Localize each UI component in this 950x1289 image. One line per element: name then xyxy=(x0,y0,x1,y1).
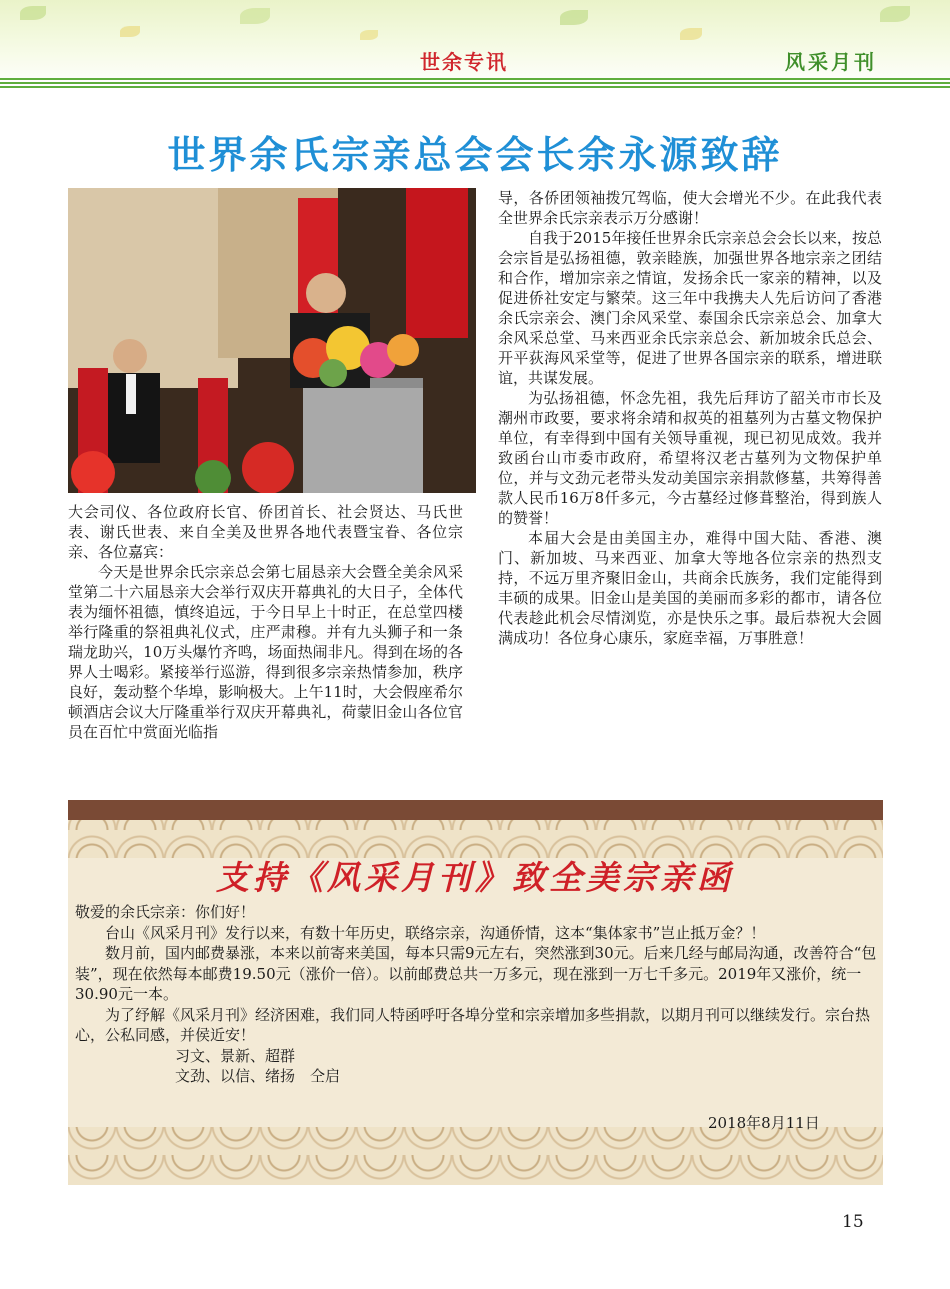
article-paragraph: 本届大会是由美国主办，难得中国大陆、香港、澳门、新加坡、马来西亚、加拿大等地各位宗亲的热烈支持，不远万里齐聚旧金山，共商余氏族务，我们定能得到丰硕的成果。旧金山是美国的美丽而多彩的都市，请各位代表趁此机会尽情浏览，亦是快乐之事。最后恭祝大会圆满成功！各位身心康乐，家庭幸福，万事胜意！ xyxy=(498,529,882,647)
magazine-label: 风采月刊 xyxy=(785,50,877,74)
section-label: 世余专讯 xyxy=(420,50,508,74)
letter-salutation: 敬爱的余氏宗亲：你们好！ xyxy=(75,903,256,921)
letter-date: 2018年8月11日 xyxy=(708,1114,820,1132)
leaf-decoration xyxy=(20,6,46,20)
page-number: 15 xyxy=(842,1212,864,1232)
article-paragraph: 为弘扬祖德，怀念先祖，我先后拜访了韶关市市长及潮州市政要，要求将余靖和叔英的祖墓列为古墓文物保护单位，有幸得到中国有关领导重视，现已初见成效。我并致函台山市委市政府，希望将汉老古墓列为文物保护单位，并与文劲元老带头发动美国宗亲捐款修墓，共筹得善款人民币16万8仟多元，今古墓经过修葺整治，得到族人的赞誉！ xyxy=(498,389,882,527)
article-right-column xyxy=(498,188,882,648)
article-paragraph: 今天是世界余氏宗亲总会第七届恳亲大会暨全美余风采堂第二十六届恳亲大会举行双庆开幕典礼的大日子，全体代表为缅怀祖德，慎终追远，于今日早上十时正，在总堂四楼举行隆重的祭祖典礼仪式，庄严肃穆。并有九头狮子和一条瑞龙助兴，10万头爆竹齐鸣，场面热闹非凡。得到在场的各界人士喝彩。紧接举行巡游，得到很多宗亲热情参加，秩序良好，轰动整个华埠，影响极大。上午11时，大会假座希尔顿酒店会议大厅隆重举行双庆开幕典礼，荷蒙旧金山各位官员在百忙中赏面光临指 xyxy=(68,563,463,741)
article-paragraph: 自我于2015年接任世界余氏宗亲总会会长以来，按总会宗旨是弘扬祖德，敦亲睦族，加强世界各地宗亲之团结和合作，增加宗亲之情谊，发扬余氏一家亲的精神，以及促进侨社安定与繁荣。这三年中我携夫人先后访问了香港余氏宗亲会、澳门余风采堂、泰国余氏宗亲总会、加拿大余风采总堂、马来西亚余氏宗亲总会、新加坡余氏总会、开平荻海风采堂等，促进了世界各国宗亲的联系，增进联谊，共谋发展。 xyxy=(498,229,882,387)
article-paragraph: 大会司仪、各位政府长官、侨团首长、社会贤达、马氏世表、谢氏世表、来自全美及世界各地代表暨宝眷、各位宗亲、各位嘉宾： xyxy=(68,503,463,561)
leaf-decoration xyxy=(240,8,270,24)
article-paragraph: 导，各侨团领袖拨冗驾临，使大会增光不少。在此我代表全世界余氏宗亲表示万分感谢！ xyxy=(498,189,882,227)
speech-photo xyxy=(68,188,476,493)
leaf-decoration xyxy=(560,10,588,25)
leaf-decoration xyxy=(680,28,702,40)
letter-body xyxy=(75,902,880,1087)
letter-paragraph: 为了纾解《风采月刊》经济困难，我们同人特函呼吁各埠分堂和宗亲增加多些捐款，以期月刊可以继续发行。宗台热心，公私同感，并侯近安！ xyxy=(75,1005,871,1044)
article-left-column xyxy=(68,502,463,742)
speech-photo-illustration xyxy=(68,188,476,493)
page-header xyxy=(0,0,950,90)
letter-signers: 习文、景新、超群 xyxy=(175,1046,296,1065)
article-title: 世界余氏宗亲总会会长余永源致辞 xyxy=(167,133,783,177)
letter-top-bar xyxy=(68,800,883,820)
letter-paragraph: 台山《风采月刊》发行以来，有数十年历史，联络宗亲，沟通侨情，这本“集体家书”岂止抵万金？！ xyxy=(105,923,766,942)
leaf-decoration xyxy=(360,30,378,40)
header-divider xyxy=(0,78,950,88)
leaf-decoration xyxy=(880,6,910,22)
letter-paragraph: 数月前，国内邮费暴涨，本来以前寄来美国，每本只需9元左右，突然涨到30元。后来几经与邮局沟通，改善符合“包装”，现在依然每本邮费19.50元（涨价一倍）。以前邮费总共一万多元，现在涨到一万七千多元。2019年又涨价，统一30.90元一本。 xyxy=(75,944,877,1003)
letter-ornament-bottom xyxy=(68,1127,883,1185)
letter-title: 支持《风采月刊》致全美宗亲函 xyxy=(216,858,734,897)
leaf-decoration xyxy=(120,26,140,37)
letter-signers: 文劲、以信、绪扬 仝启 xyxy=(175,1067,341,1085)
